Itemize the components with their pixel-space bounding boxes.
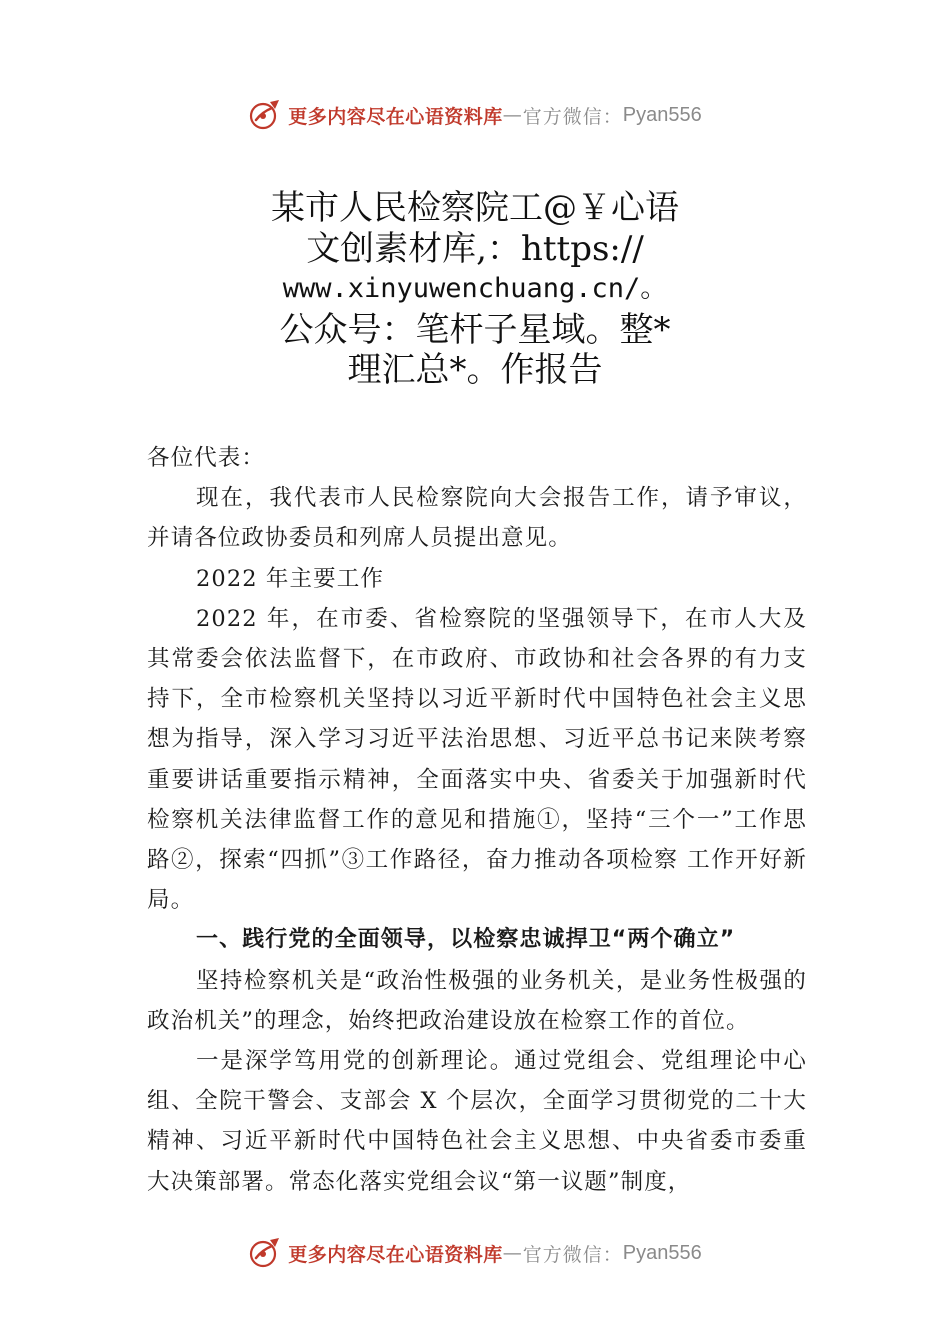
paragraph-political: 坚持检察机关是“政治性极强的业务机关，是业务性极强的政治机关”的理念，始终把政治建设放在检察工作的首位。 — [147, 967, 807, 1034]
banner-brand-text: 更多内容尽在心语资料库 — [288, 1243, 503, 1266]
paragraph-2022-overview: 2022 年，在市委、省检察院的坚强领导下，在市人大及其常委会依法监督下，在市政府、市政协和社会各界的有力支持下，全市检察机关坚持以习近平新时代中国特色社会主义思想为指导，深入学习习近平法治思想、习近平总书记来陕考察重要讲话重要指示精神，全面落实中央、省委关于加强新时代检察机关法律监督工作的意见和措施①，坚持“三个一”工作思路②，探索“四抓”③工作路径，奋力推动各项检察 工作开好新局。 — [147, 605, 807, 914]
title-line: 某市人民检察院工@￥心语 — [271, 188, 679, 228]
section-heading-one: 一、践行党的全面领导，以检察忠诚捍卫“两个确立” — [196, 927, 736, 953]
title-line: www.xinyuwenchuang.cn/。 — [282, 273, 668, 304]
brush-logo-icon — [248, 1236, 282, 1270]
banner-dash: — — [502, 104, 523, 126]
title-line: 文创素材库,：https:// — [306, 228, 644, 269]
banner-brand-text: 更多内容尽在心语资料库 — [288, 105, 503, 128]
document-title — [145, 188, 805, 391]
banner-wechat-label: 官方微信： — [522, 105, 623, 128]
document-body — [147, 438, 807, 1202]
banner-wechat-id: Pyan556 — [622, 1241, 702, 1264]
paragraph-first-point: 一是深学笃用党的创新理论。通过党组会、党组理论中心组、全院干警会、支部会 X 个层次，全面学习贯彻党的二十大精神、习近平新时代中国特色社会主义思想、中央省委市委重大决策部署。常态化落实党组会议“第一议题”制度， — [147, 1048, 807, 1195]
section-heading-main-work: 2022 年主要工作 — [196, 565, 384, 592]
brush-logo-icon — [248, 98, 282, 132]
banner-wechat-id: Pyan556 — [622, 103, 702, 126]
banner-wechat-label: 官方微信： — [522, 1243, 623, 1266]
salutation: 各位代表： — [147, 445, 266, 471]
footer-banner — [0, 1233, 950, 1273]
banner-dash: — — [502, 1242, 523, 1264]
header-banner — [0, 95, 950, 135]
title-line: 公众号：笔杆子星域。整* — [279, 309, 671, 350]
intro-paragraph: 现在，我代表市人民检察院向大会报告工作，请予审议，并请各位政协委员和列席人员提出意见。 — [147, 485, 807, 552]
title-line: 理汇总*。作报告 — [347, 350, 603, 390]
